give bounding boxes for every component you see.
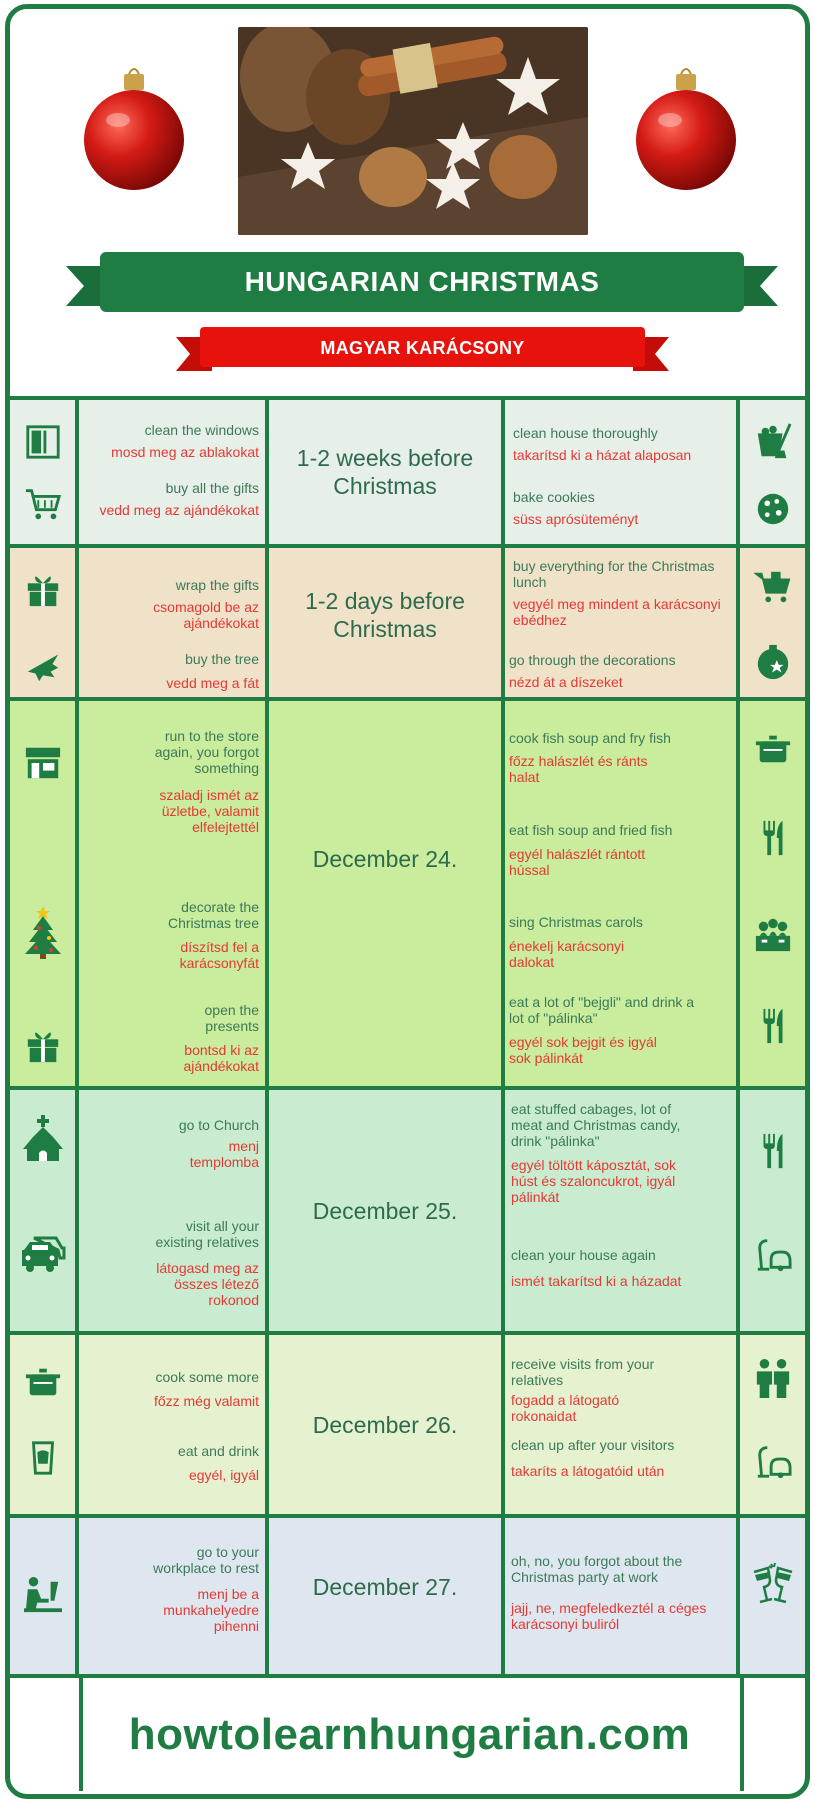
task-hu: egyél töltött káposztát, sok húst és szaloncukrot, igyál pálinkát	[511, 1157, 676, 1205]
schedule-row	[10, 1514, 805, 1674]
page-subtitle: MAGYAR KARÁCSONY	[320, 338, 525, 358]
schedule-row	[10, 697, 805, 1086]
schedule-table	[10, 396, 805, 1791]
task-hu: főzz még valamit	[153, 1393, 259, 1409]
gift-icon	[24, 1026, 62, 1064]
pot-icon	[754, 730, 792, 768]
task-hu: jajj, ne, megfeledkeztél a céges karácsonyi buliról	[511, 1600, 707, 1632]
church-icon	[21, 1115, 65, 1161]
task-hu: bontsd ki az ajándékokat	[183, 1042, 259, 1074]
task-en: buy everything for the Christmas lunch	[513, 558, 715, 590]
task-en: wrap the gifts	[175, 577, 259, 593]
task-en: clean up after your visitors	[511, 1437, 675, 1453]
task-hu: menj templomba	[189, 1138, 259, 1170]
task-en: go through the decorations	[509, 652, 676, 668]
task-en: bake cookies	[513, 489, 595, 505]
date-label: December 24.	[312, 845, 458, 872]
task-hu: menj be a munkahelyedre pihenni	[163, 1586, 259, 1634]
task-hu: takarítsd ki a házat alaposan	[513, 447, 692, 463]
task-hu: vedd meg az ajándékokat	[99, 502, 259, 518]
vacuum-icon	[754, 1235, 792, 1273]
window-icon	[24, 423, 62, 461]
date-label: 1-2 days before Christmas	[305, 588, 465, 643]
task-hu: énekelj karácsonyi dalokat	[509, 938, 625, 970]
task-en: receive visits from your relatives	[511, 1356, 655, 1388]
store-icon	[24, 744, 62, 782]
cleaning-bucket-icon	[754, 422, 792, 460]
task-en: run to the store again, you forgot something	[154, 728, 259, 776]
vacuum-icon	[754, 1442, 792, 1480]
task-en: eat and drink	[178, 1443, 259, 1459]
task-hu: süss aprósüteményt	[513, 511, 639, 527]
task-hu: egyél sok bejgit és igyál sok pálinkát	[509, 1034, 657, 1066]
fork-knife-icon	[754, 1132, 792, 1170]
cookie-icon	[754, 490, 792, 528]
office-worker-icon	[21, 1576, 65, 1614]
champagne-glasses-icon	[750, 1562, 796, 1606]
christmas-tree-icon	[21, 904, 65, 960]
task-hu: csomagold be az ajándékokat	[153, 599, 259, 631]
task-en: go to your workplace to rest	[153, 1544, 259, 1576]
task-hu: egyél halászlét rántott hússal	[509, 846, 646, 878]
bauble-icon	[754, 643, 792, 681]
task-en: decorate the Christmas tree	[167, 899, 259, 931]
task-en: clean house thoroughly	[513, 425, 658, 441]
cars-icon	[20, 1234, 66, 1274]
task-en: buy all the gifts	[165, 480, 259, 496]
subtitle-banner	[176, 327, 669, 377]
website-link[interactable]: howtolearnhungarian.com	[128, 1710, 691, 1759]
task-hu: szaladj ismét az üzletbe, valamit elfelejtettél	[159, 787, 259, 835]
infographic-frame	[5, 4, 810, 1799]
task-en: sing Christmas carols	[509, 914, 643, 930]
task-en: clean your house again	[511, 1247, 656, 1263]
task-hu: takaríts a látogatóid után	[511, 1463, 665, 1479]
task-en: eat a lot of "bejgli" and drink a lot of "pálinka"	[509, 994, 695, 1026]
fork-knife-icon	[754, 1007, 792, 1045]
task-hu: főzz halászlét és ránts halat	[509, 753, 648, 785]
date-label: December 25.	[312, 1197, 458, 1224]
choir-icon	[754, 915, 792, 953]
task-hu: vedd meg a fát	[166, 675, 259, 691]
date-label: December 26.	[312, 1411, 458, 1438]
pot-icon	[24, 1363, 62, 1401]
task-hu: fogadd a látogató rokonaidat	[511, 1392, 620, 1424]
task-hu: látogasd meg az összes létező rokonod	[156, 1260, 259, 1308]
schedule-row	[10, 396, 805, 544]
task-en: cook some more	[155, 1369, 259, 1385]
christmas-spices-photo	[238, 27, 588, 235]
christmas-bauble-left-icon	[82, 64, 186, 194]
schedule-row	[10, 544, 805, 697]
shopping-cart-icon	[754, 568, 792, 606]
task-en: eat stuffed cabages, lot of meat and Christmas candy, drink "pálinka"	[511, 1101, 681, 1149]
schedule-row	[10, 1331, 805, 1514]
task-hu: egyél, igyál	[188, 1467, 259, 1483]
task-hu: vegyél meg mindent a karácsonyi ebédhez	[513, 596, 721, 628]
task-en: visit all your existing relatives	[155, 1218, 259, 1250]
shopping-cart-icon	[24, 485, 62, 523]
title-banner	[66, 252, 778, 320]
fork-knife-icon	[754, 819, 792, 857]
header	[10, 9, 805, 396]
task-en: go to Church	[178, 1117, 259, 1133]
task-en: cook fish soup and fry fish	[509, 730, 671, 746]
people-icon	[754, 1357, 792, 1399]
fir-branch-icon	[24, 645, 62, 683]
task-hu: nézd át a díszeket	[509, 674, 623, 690]
beer-glass-icon	[24, 1439, 62, 1477]
date-label: December 27.	[312, 1573, 458, 1600]
task-en: buy the tree	[185, 651, 259, 667]
task-en: clean the windows	[144, 422, 259, 438]
gift-icon	[24, 570, 62, 608]
task-en: open the presents	[204, 1002, 259, 1034]
task-en: eat fish soup and fried fish	[509, 822, 673, 838]
task-hu: mosd meg az ablakokat	[111, 444, 259, 460]
task-hu: ismét takarítsd ki a házadat	[511, 1273, 682, 1289]
footer	[10, 1674, 805, 1791]
task-en: oh, no, you forgot about the Christmas party at work	[511, 1553, 683, 1585]
task-hu: díszítsd fel a karácsonyfát	[179, 939, 259, 971]
christmas-bauble-right-icon	[634, 64, 738, 194]
page-title: HUNGARIAN CHRISTMAS	[244, 266, 600, 297]
date-label: 1-2 weeks before Christmas	[296, 445, 474, 499]
schedule-row	[10, 1086, 805, 1331]
